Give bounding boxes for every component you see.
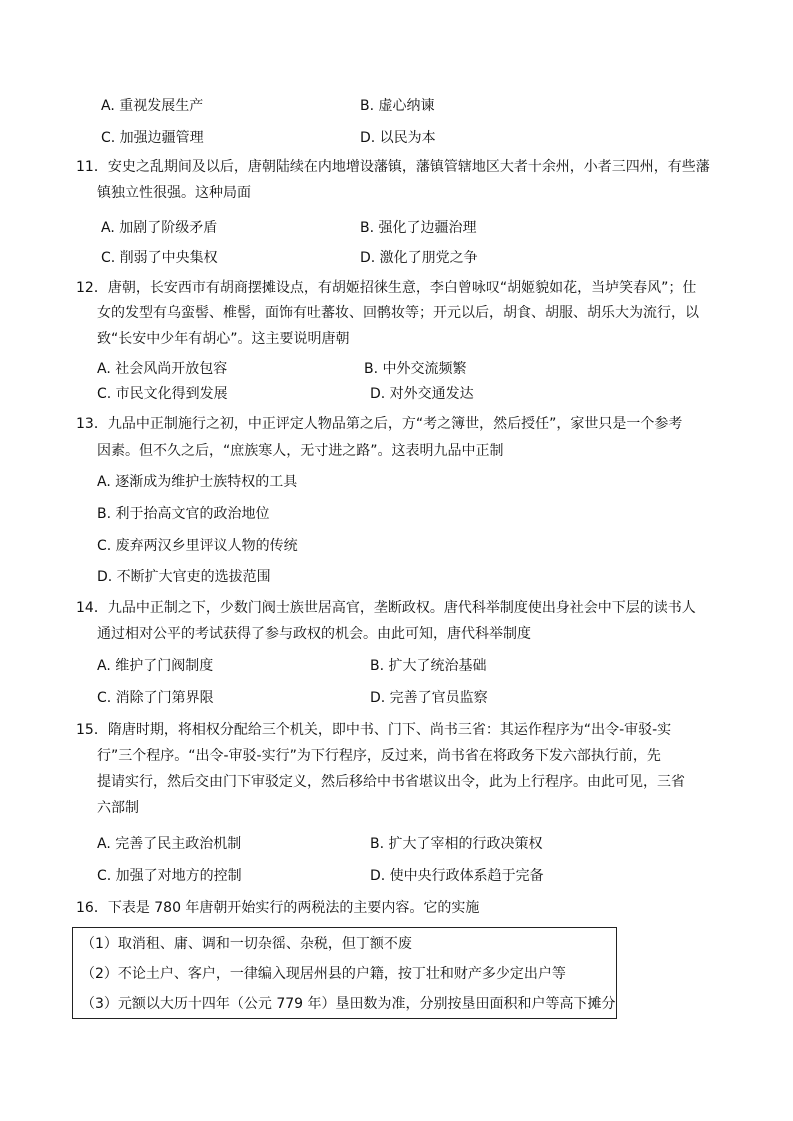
q14-option-b: B. 扩大了统治基础 xyxy=(370,658,487,674)
q10-option-d: D. 以民为本 xyxy=(360,130,436,146)
q15-option-b: B. 扩大了宰相的行政决策权 xyxy=(370,836,543,852)
q14-stem-line-1: 14．九品中正制之下，少数门阀士族世居高官，垄断政权。唐代科举制度使出身社会中下层的读书人 xyxy=(76,600,696,616)
q12-stem-line-1: 12．唐朝，长安西市有胡商摆摊设点，有胡姬招徕生意，李白曾咏叹“胡姬貌如花，当垆笑春风”；仕 xyxy=(76,280,697,296)
q11-option-c: C. 削弱了中央集权 xyxy=(101,250,218,266)
q12-stem-line-2: 女的发型有乌蛮髻、椎髻，面饰有吐蕃妆、回鹘妆等；开元以后，胡食、胡服、胡乐大为流行，以 xyxy=(97,305,699,321)
q16-table-row: （3）元额以大历十四年（公元 779 年）垦田数为准，分别按垦田面积和户等高下摊分 xyxy=(81,996,616,1012)
q10-option-c: C. 加强边疆管理 xyxy=(101,130,204,146)
q15-option-a: A. 完善了民主政治机制 xyxy=(97,836,242,852)
q14-stem-line-2: 通过相对公平的考试获得了参与政权的机会。由此可知，唐代科举制度 xyxy=(97,626,531,642)
q14-option-d: D. 完善了官员监察 xyxy=(370,690,488,706)
q12-option-d: D. 对外交通发达 xyxy=(370,386,474,402)
q15-option-c: C. 加强了对地方的控制 xyxy=(97,868,242,884)
q15-stem-line-1: 15．隋唐时期，将相权分配给三个机关，即中书、门下、尚书三省：其运作程序为“出令-审驳-实 xyxy=(76,722,672,738)
q15-stem-line-4: 六部制 xyxy=(97,800,139,816)
q11-stem-line-1: 11．安史之乱期间及以后，唐朝陆续在内地增设藩镇，藩镇管辖地区大者十余州，小者三四州，有些藩 xyxy=(76,159,710,175)
q15-option-d: D. 使中央行政体系趋于完备 xyxy=(370,868,544,884)
q12-stem-line-3: 致“长安中少年有胡心”。这主要说明唐朝 xyxy=(97,331,350,347)
q16-table xyxy=(72,927,617,1019)
q13-option-d: D. 不断扩大官吏的选拔范围 xyxy=(97,569,271,585)
q14-option-c: C. 消除了门第界限 xyxy=(97,690,214,706)
q14-option-a: A. 维护了门阀制度 xyxy=(97,658,214,674)
q10-option-b: B. 虚心纳谏 xyxy=(360,98,435,114)
q11-option-a: A. 加剧了阶级矛盾 xyxy=(101,220,218,236)
q13-stem-line-2: 因素。但不久之后，“庶族寒人，无寸进之路”。这表明九品中正制 xyxy=(97,443,504,459)
q12-option-b: B. 中外交流频繁 xyxy=(364,361,467,377)
q13-stem-line-1: 13．九品中正制施行之初，中正评定人物品第之后，方“考之簿世，然后授任”，家世只是一个参考 xyxy=(76,416,683,432)
q13-option-c: C. 废弃两汉乡里评议人物的传统 xyxy=(97,538,298,554)
q12-option-c: C. 市民文化得到发展 xyxy=(97,386,228,402)
q11-option-d: D. 激化了朋党之争 xyxy=(360,250,478,266)
q15-stem-line-3: 提请实行，然后交由门下审驳定义，然后移给中书省堪议出令，此为上行程序。由此可见，三省 xyxy=(97,774,685,790)
q11-stem-line-2: 镇独立性很强。这种局面 xyxy=(97,185,251,201)
q12-option-a: A. 社会风尚开放包容 xyxy=(97,361,228,377)
q11-option-b: B. 强化了边疆治理 xyxy=(360,220,477,236)
q16-table-row: （1）取消租、庸、调和一切杂徭、杂税，但丁额不废 xyxy=(81,936,412,952)
q13-option-b: B. 利于抬高文官的政治地位 xyxy=(97,506,270,522)
q10-option-a: A. 重视发展生产 xyxy=(101,98,204,114)
q16-table-row: （2）不论土户、客户，一律编入现居州县的户籍，按丁壮和财产多少定出户等 xyxy=(81,966,566,982)
q13-option-a: A. 逐渐成为维护士族特权的工具 xyxy=(97,474,298,490)
q15-stem-line-2: 行”三个程序。“出令-审驳-实行”为下行程序，反过来，尚书省在将政务下发六部执行前，先 xyxy=(97,748,661,764)
q16-stem-line-1: 16．下表是 780 年唐朝开始实行的两税法的主要内容。它的实施 xyxy=(76,900,480,916)
